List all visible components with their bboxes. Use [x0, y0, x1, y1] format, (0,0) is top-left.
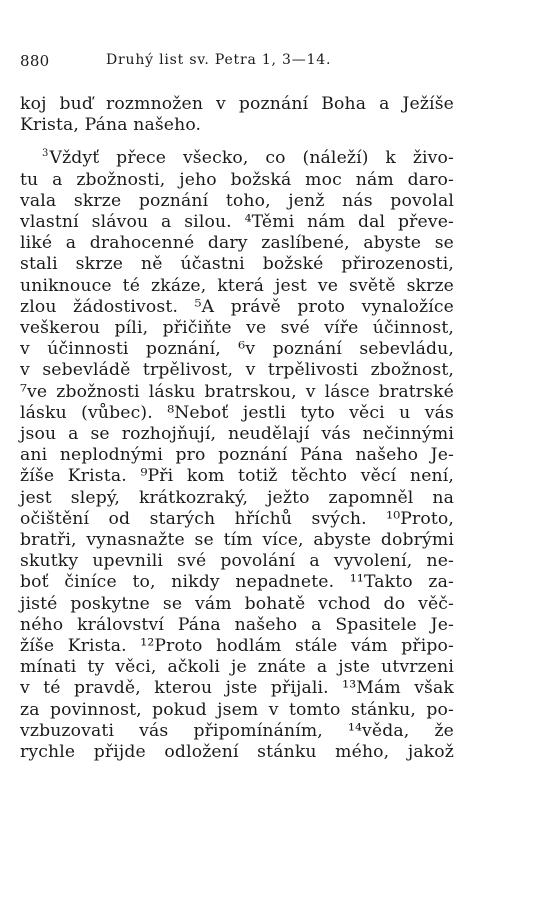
text-line [20, 742, 454, 763]
line-text: liké a drahocenné dary zaslíbené, abyste se [20, 233, 454, 254]
text-line [20, 170, 454, 191]
line-text: bratři, vynasnažte se tím více, abyste dobrými [20, 530, 454, 551]
text-line [20, 594, 454, 615]
text-line [20, 636, 454, 657]
text-line [20, 254, 454, 275]
text-line [20, 212, 454, 233]
text-line [20, 678, 454, 699]
line-text: jest slepý, krátkozraký, ježto zapomněl na [20, 487, 454, 508]
text-line [20, 572, 454, 593]
line-text: jsou a se rozhojňují, neudělají vás nečinnými [20, 424, 454, 445]
line-text: za povinnost, pokud jsem v tomto stánku, po- [20, 699, 454, 720]
book-page [20, 48, 454, 763]
line-text: stali skrze ně účastni božské přirozenosti, [20, 254, 454, 275]
text-line [20, 615, 454, 636]
line-text: v účinnosti poznání, ⁶v poznání sebevládu, [20, 339, 454, 360]
text-line [20, 339, 454, 360]
line-text: očištění od starých hříchů svých. ¹⁰Proto, [20, 508, 454, 529]
line-text: vzbuzovati vás připomínáním, ¹⁴věda, že [20, 720, 454, 741]
line-text: koj buď rozmnožen v poznání Boha a Ježíše [20, 94, 454, 114]
text-line [20, 276, 454, 297]
line-text: ného království Pána našeho a Spasitele Je- [20, 614, 454, 635]
text-line [20, 551, 454, 572]
body-text [20, 94, 454, 763]
line-text: v té pravdě, kterou jste přijali. ¹³Mám však [20, 678, 454, 699]
text-line [20, 233, 454, 254]
text-line [20, 424, 454, 445]
text-line [20, 530, 454, 551]
text-line [20, 191, 454, 212]
line-text: boť činíce to, nikdy nepadnete. ¹¹Takto za- [20, 572, 454, 593]
text-line [20, 318, 454, 339]
page-number: 880 [20, 52, 50, 70]
text-line [20, 488, 454, 509]
text-line [20, 148, 454, 169]
line-text: zlou žádostivost. ⁵A právě proto vynaložíce [20, 296, 454, 317]
text-line [20, 297, 454, 318]
line-text: ani neplodnými pro poznání Pána našeho Je- [20, 445, 454, 466]
running-title: Druhý list sv. Petra 1, 3—14. [106, 52, 332, 68]
line-text: jisté poskytne se vám bohatě vchod do věč- [20, 593, 454, 614]
text-line [20, 360, 454, 381]
line-text: skutky upevnili své povolání a vyvolení, ne- [20, 551, 454, 572]
text-line [20, 403, 454, 424]
line-text: rychle přijde odložení stánku mého, jakož [20, 742, 454, 763]
text-line [20, 382, 454, 403]
text-line [20, 445, 454, 466]
text-line [20, 700, 454, 721]
line-text: žíše Krista. ¹²Proto hodlám stále vám připo- [20, 636, 454, 657]
text-line [20, 721, 454, 742]
line-text: vlastní slávou a silou. ⁴Těmi nám dal převe- [20, 212, 454, 233]
line-text: lásku (vůbec). ⁸Neboť jestli tyto věci u vás [20, 402, 454, 423]
text-line [20, 657, 454, 678]
page-header [20, 48, 454, 74]
line-text: vala skrze poznání toho, jenž nás povolal [20, 190, 454, 211]
line-text: veškerou píli, přičiňte ve své víře účinnost, [20, 318, 454, 339]
text-line [20, 509, 454, 530]
line-text: Krista, Pána našeho. [20, 115, 202, 136]
line-text: v sebevládě trpělivost, v trpělivosti zbožnost, [20, 360, 454, 381]
line-text: žíše Krista. ⁹Při kom totiž těchto věcí není, [20, 466, 454, 487]
text-line [20, 94, 454, 115]
line-text: uniknouce té zkáze, která jest ve světě skrze [20, 275, 454, 296]
verse-number: 3 [42, 148, 49, 160]
text-line [20, 466, 454, 487]
line-text: mínati ty věci, ačkoli je znáte a jste utvrzeni [20, 657, 454, 678]
line-text: Vždyť přece všecko, co (náleží) k živo- [49, 148, 454, 169]
text-line [20, 115, 454, 136]
line-text: tu a zbožnosti, jeho božská moc nám daro- [20, 169, 454, 190]
line-text: ⁷ve zbožnosti lásku bratrskou, v lásce bratrské [20, 381, 454, 402]
